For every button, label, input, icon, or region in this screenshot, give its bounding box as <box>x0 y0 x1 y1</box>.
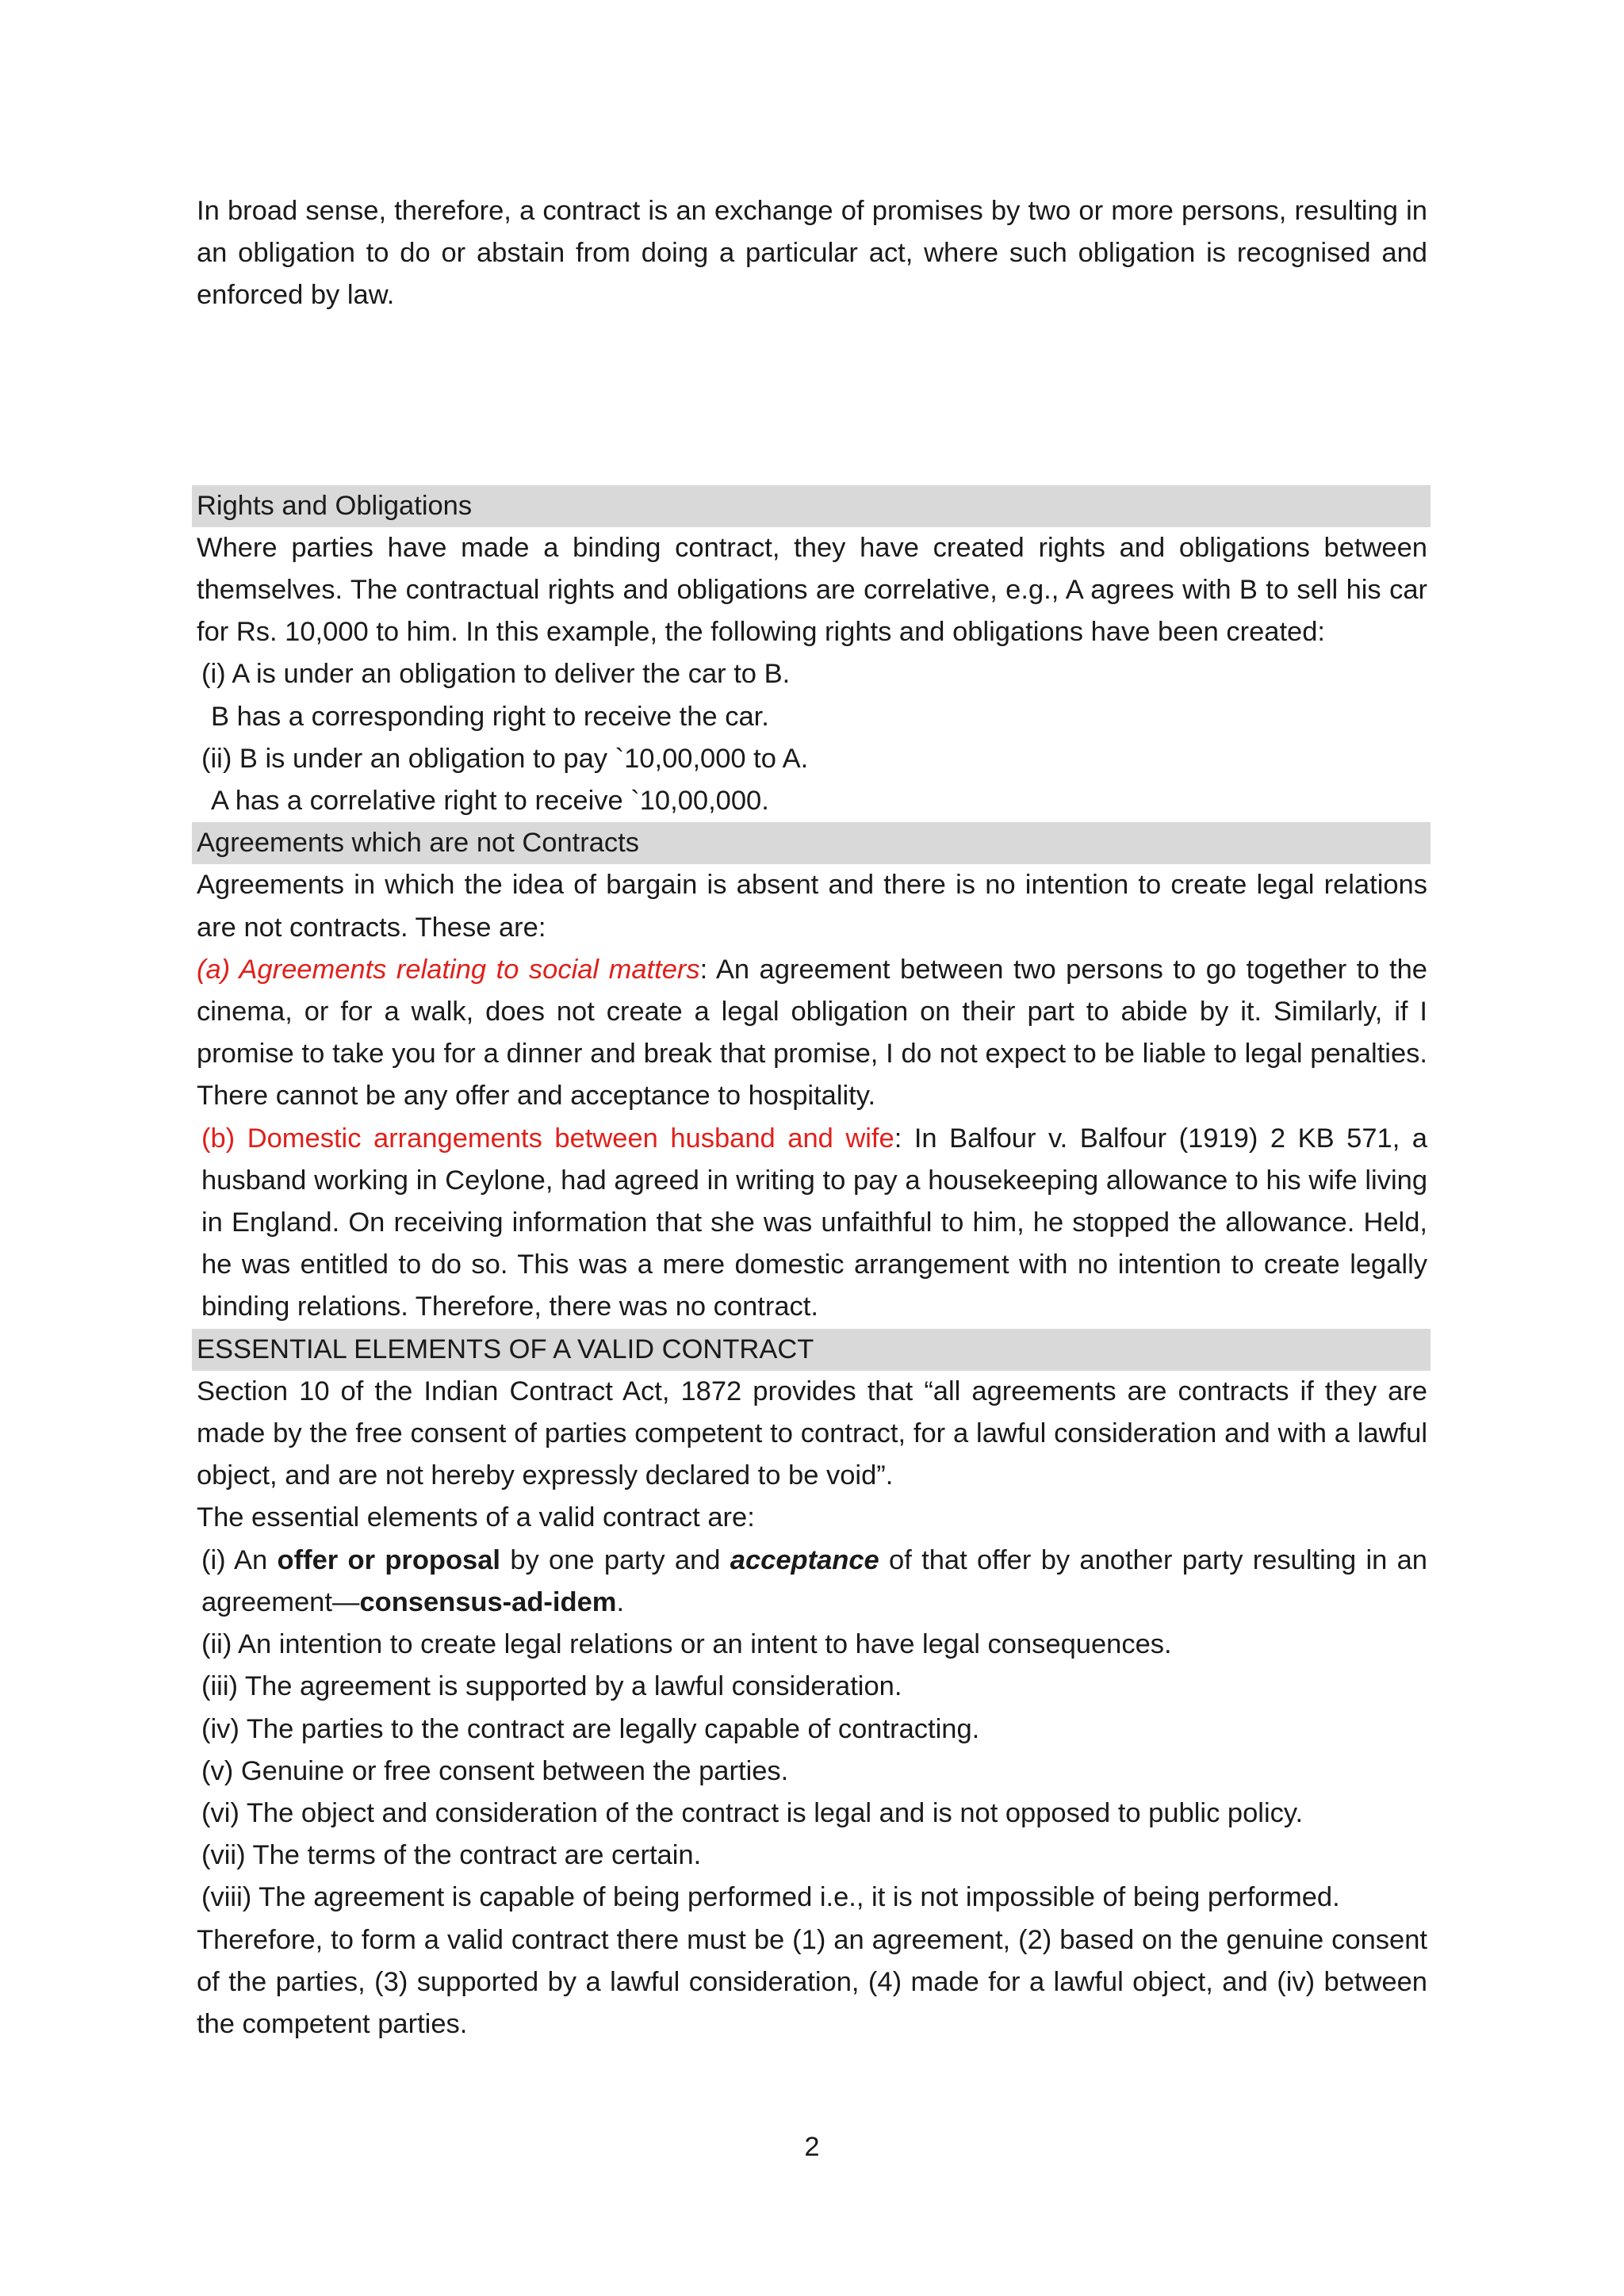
rights-item-2: B has a corresponding right to receive the car. <box>211 701 769 732</box>
rights-item-3: (ii) B is under an obligation to pay `10,00,000 to A. <box>201 743 809 774</box>
essentials-item-1 <box>197 1540 1427 1624</box>
agreements-b-label: (b) Domestic arrangements between husband and wife <box>201 1123 894 1154</box>
agreements-item-b <box>197 1118 1427 1329</box>
item1-prefix: (i) An <box>201 1544 278 1575</box>
section-10-paragraph: Section 10 of the Indian Contract Act, 1872 provides that “all agreements are contracts if they are made by the free consent of parties competent to contract, for a lawful consideration and with a lawful object, and are not hereby expressly declared to be void”. <box>197 1376 1427 1491</box>
item1-end: . <box>616 1586 625 1617</box>
heading-rights-and-obligations: Rights and Obligations <box>192 485 1431 527</box>
essentials-item-4: (iv) The parties to the contract are legally capable of contracting. <box>201 1713 980 1744</box>
page-number: 2 <box>804 2132 820 2162</box>
essentials-item-6: (vi) The object and consideration of the contract is legal and is not opposed to public policy. <box>201 1797 1304 1828</box>
agreements-item-a <box>197 949 1427 1118</box>
item1-offer: offer or proposal <box>277 1544 501 1575</box>
item1-consensus: consensus-ad-idem <box>359 1586 617 1617</box>
essentials-item-5: (v) Genuine or free consent between the parties. <box>201 1755 789 1786</box>
agreements-a-text: : An agreement between two persons to go together to the cinema, or for a walk, does not create a legal obligation on their part to abide by it. Similarly, if I promise to take you for a dinner and break that promise, I do not expect to be liable to legal penalties. There cannot be any offer and acceptance to hospitality. <box>197 954 1427 1112</box>
item1-rest: of that offer by another party resulting in an agreement— <box>201 1544 1427 1617</box>
agreements-intro: Agreements in which the idea of bargain is absent and there is no intention to create legal relations are not contracts. These are: <box>197 870 1427 943</box>
item1-mid: by one party and <box>500 1544 730 1575</box>
rights-paragraph: Where parties have made a binding contract, they have created rights and obligations between themselves. The contractual rights and obligations are correlative, e.g., A agrees with B to sell his car for Rs. 10,000 to him. In this example, the following rights and obligations have been created: <box>197 532 1427 648</box>
essentials-conclusion: Therefore, to form a valid contract there must be (1) an agreement, (2) based on the genuine consent of the parties, (3) supported by a lawful consideration, (4) made for a lawful object, and (iv) between the competent parties. <box>197 1924 1427 2039</box>
essentials-item-2: (ii) An intention to create legal relations or an intent to have legal consequences. <box>201 1629 1172 1660</box>
section-gap <box>197 317 1427 485</box>
rights-item-1: (i) A is under an obligation to deliver the car to B. <box>201 659 791 690</box>
essentials-item-8: (viii) The agreement is capable of being performed i.e., it is not impossible of being performed. <box>201 1882 1340 1913</box>
essentials-item-7: (vii) The terms of the contract are certain. <box>201 1840 702 1871</box>
item1-acceptance: acceptance <box>730 1544 879 1575</box>
heading-agreements-not-contracts: Agreements which are not Contracts <box>192 822 1431 864</box>
essentials-item-3: (iii) The agreement is supported by a lawful consideration. <box>201 1671 902 1702</box>
page-content <box>197 190 1427 2045</box>
agreements-b-text: : In Balfour v. Balfour (1919) 2 KB 571, a husband working in Ceylone, had agreed in writing to pay a housekeeping allowance to his wife living in England. On receiving information that she was unfaithful to him, he stopped the allowance. Held, he was entitled to do so. This was a mere domestic arrangement with no intention to create legally binding relations. Therefore, there was no contract. <box>201 1123 1427 1322</box>
rights-item-4: A has a correlative right to receive `10,00,000. <box>211 786 769 817</box>
essentials-list-intro: The essential elements of a valid contract are: <box>197 1502 755 1533</box>
agreements-a-label: (a) Agreements relating to social matters <box>197 954 700 985</box>
heading-essential-elements: ESSENTIAL ELEMENTS OF A VALID CONTRACT <box>192 1329 1431 1371</box>
intro-paragraph: In broad sense, therefore, a contract is an exchange of promises by two or more persons, resulting in an obligation to do or abstain from doing a particular act, where such obligation is recognised and enforced by law. <box>197 196 1427 311</box>
